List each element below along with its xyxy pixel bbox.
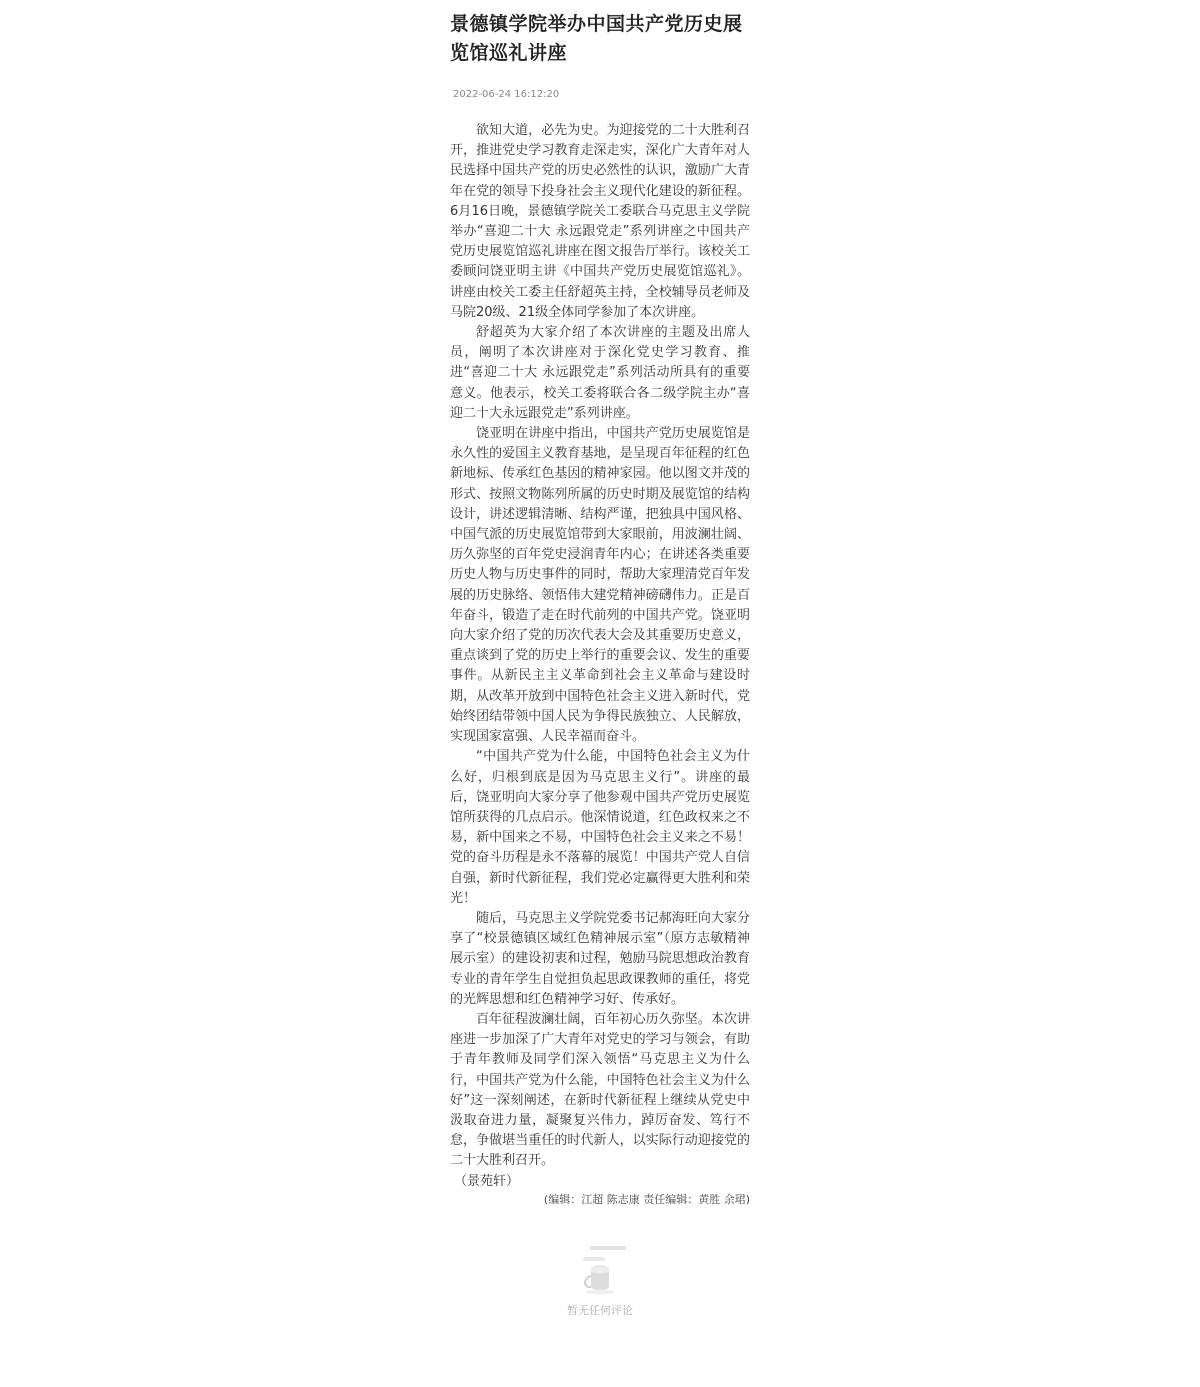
publish-datetime: 2022-06-24 16:12:20 — [453, 89, 560, 100]
article-content — [450, 121, 750, 1192]
article-paragraph: 舒超英为大家介绍了本次讲座的主题及出席人员，阐明了本次讲座对于深化党史学习教育、推进“喜迎二十大 永远跟党走”系列活动所具有的重要意义。他表示，校关工委将联合各二级学院主办“喜迎二十大永远跟党走”系列讲座。 — [450, 325, 750, 421]
article-paragraph: “中国共产党为什么能，中国特色社会主义为什么好，归根到底是因为马克思主义行”。讲座的最后，饶亚明向大家分享了他参观中国共产党历史展览馆所获得的几点启示。他深情说道，红色政权来之不易，新中国来之不易，中国特色社会主义来之不易！党的奋斗历程是永不落幕的展览！中国共产党人自信自强，新时代新征程，我们党必定赢得更大胜利和荣光！ — [450, 749, 750, 906]
article-paragraph: 欲知大道，必先为史。为迎接党的二十大胜利召开，推进党史学习教育走深走实，深化广大青年对人民选择中国共产党的历史必然性的认识，激励广大青年在党的领导下投身社会主义现代化建设的新征程。6月16日晚，景德镇学院关工委联合马克思主义学院举办“喜迎二十大 永远跟党走”系列讲座之中国共产党历史展览馆巡礼讲座在图文报告厅举行。该校关工委顾问饶亚明主讲《中国共产党历史展览馆巡礼》。讲座由校关工委主任舒超英主持，全校辅导员老师及马院20级、21级全体同学参加了本次讲座。 — [450, 123, 750, 320]
article-author: （景苑轩） — [454, 1173, 520, 1189]
comments-section — [540, 1240, 660, 1318]
editor-credits: (编辑：江超 陈志康 责任编辑：黄胜 余珺) — [543, 1193, 750, 1206]
empty-comment-icon — [565, 1240, 635, 1296]
article — [450, 10, 750, 1192]
article-paragraph: 百年征程波澜壮阔，百年初心历久弥坚。本次讲座进一步加深了广大青年对党史的学习与领会，有助于青年教师及同学们深入领悟“马克思主义为什么行，中国共产党为什么能，中国特色社会主义为什么好”这一深刻阐述，在新时代新征程上继续从党史中汲取奋进力量，凝聚复兴伟力，踔厉奋发、笃行不怠，争做堪当重任的时代新人，以实际行动迎接党的二十大胜利召开。 — [450, 1011, 750, 1169]
no-comments-text: 暂无任何评论 — [567, 1304, 633, 1317]
article-paragraph: 随后，马克思主义学院党委书记郝海旺向大家分享了“校景德镇区域红色精神展示室”（原方志敏精神展示室）的建设初衷和过程，勉励马院思想政治教育专业的青年学生自觉担负起思政课教师的重任，将党的光辉思想和红色精神学习好、传承好。 — [450, 910, 750, 1007]
article-paragraph: 饶亚明在讲座中指出，中国共产党历史展览馆是永久性的爱国主义教育基地，是呈现百年征程的红色新地标、传承红色基因的精神家园。他以图文并茂的形式、按照文物陈列所属的历史时期及展览馆的结构设计，讲述逻辑清晰、结构严谨，把独具中国风格、中国气派的历史展览馆带到大家眼前，用波澜壮阔、历久弥坚的百年党史浸润青年内心；在讲述各类重要历史人物与历史事件的同时，帮助大家理清党百年发展的历史脉络、领悟伟大建党精神磅礴伟力。正是百年奋斗，锻造了走在时代前列的中国共产党。饶亚明向大家介绍了党的历次代表大会及其重要历史意义，重点谈到了党的历史上举行的重要会议、发生的重要事件。从新民主主义革命到社会主义革命与建设时期，从改革开放到中国特色社会主义进入新时代，党始终团结带领中国人民为争得民族独立、人民解放，实现国家富强、人民幸福而奋斗。 — [450, 426, 750, 745]
article-title: 景德镇学院举办中国共产党历史展览馆巡礼讲座 — [450, 13, 743, 64]
